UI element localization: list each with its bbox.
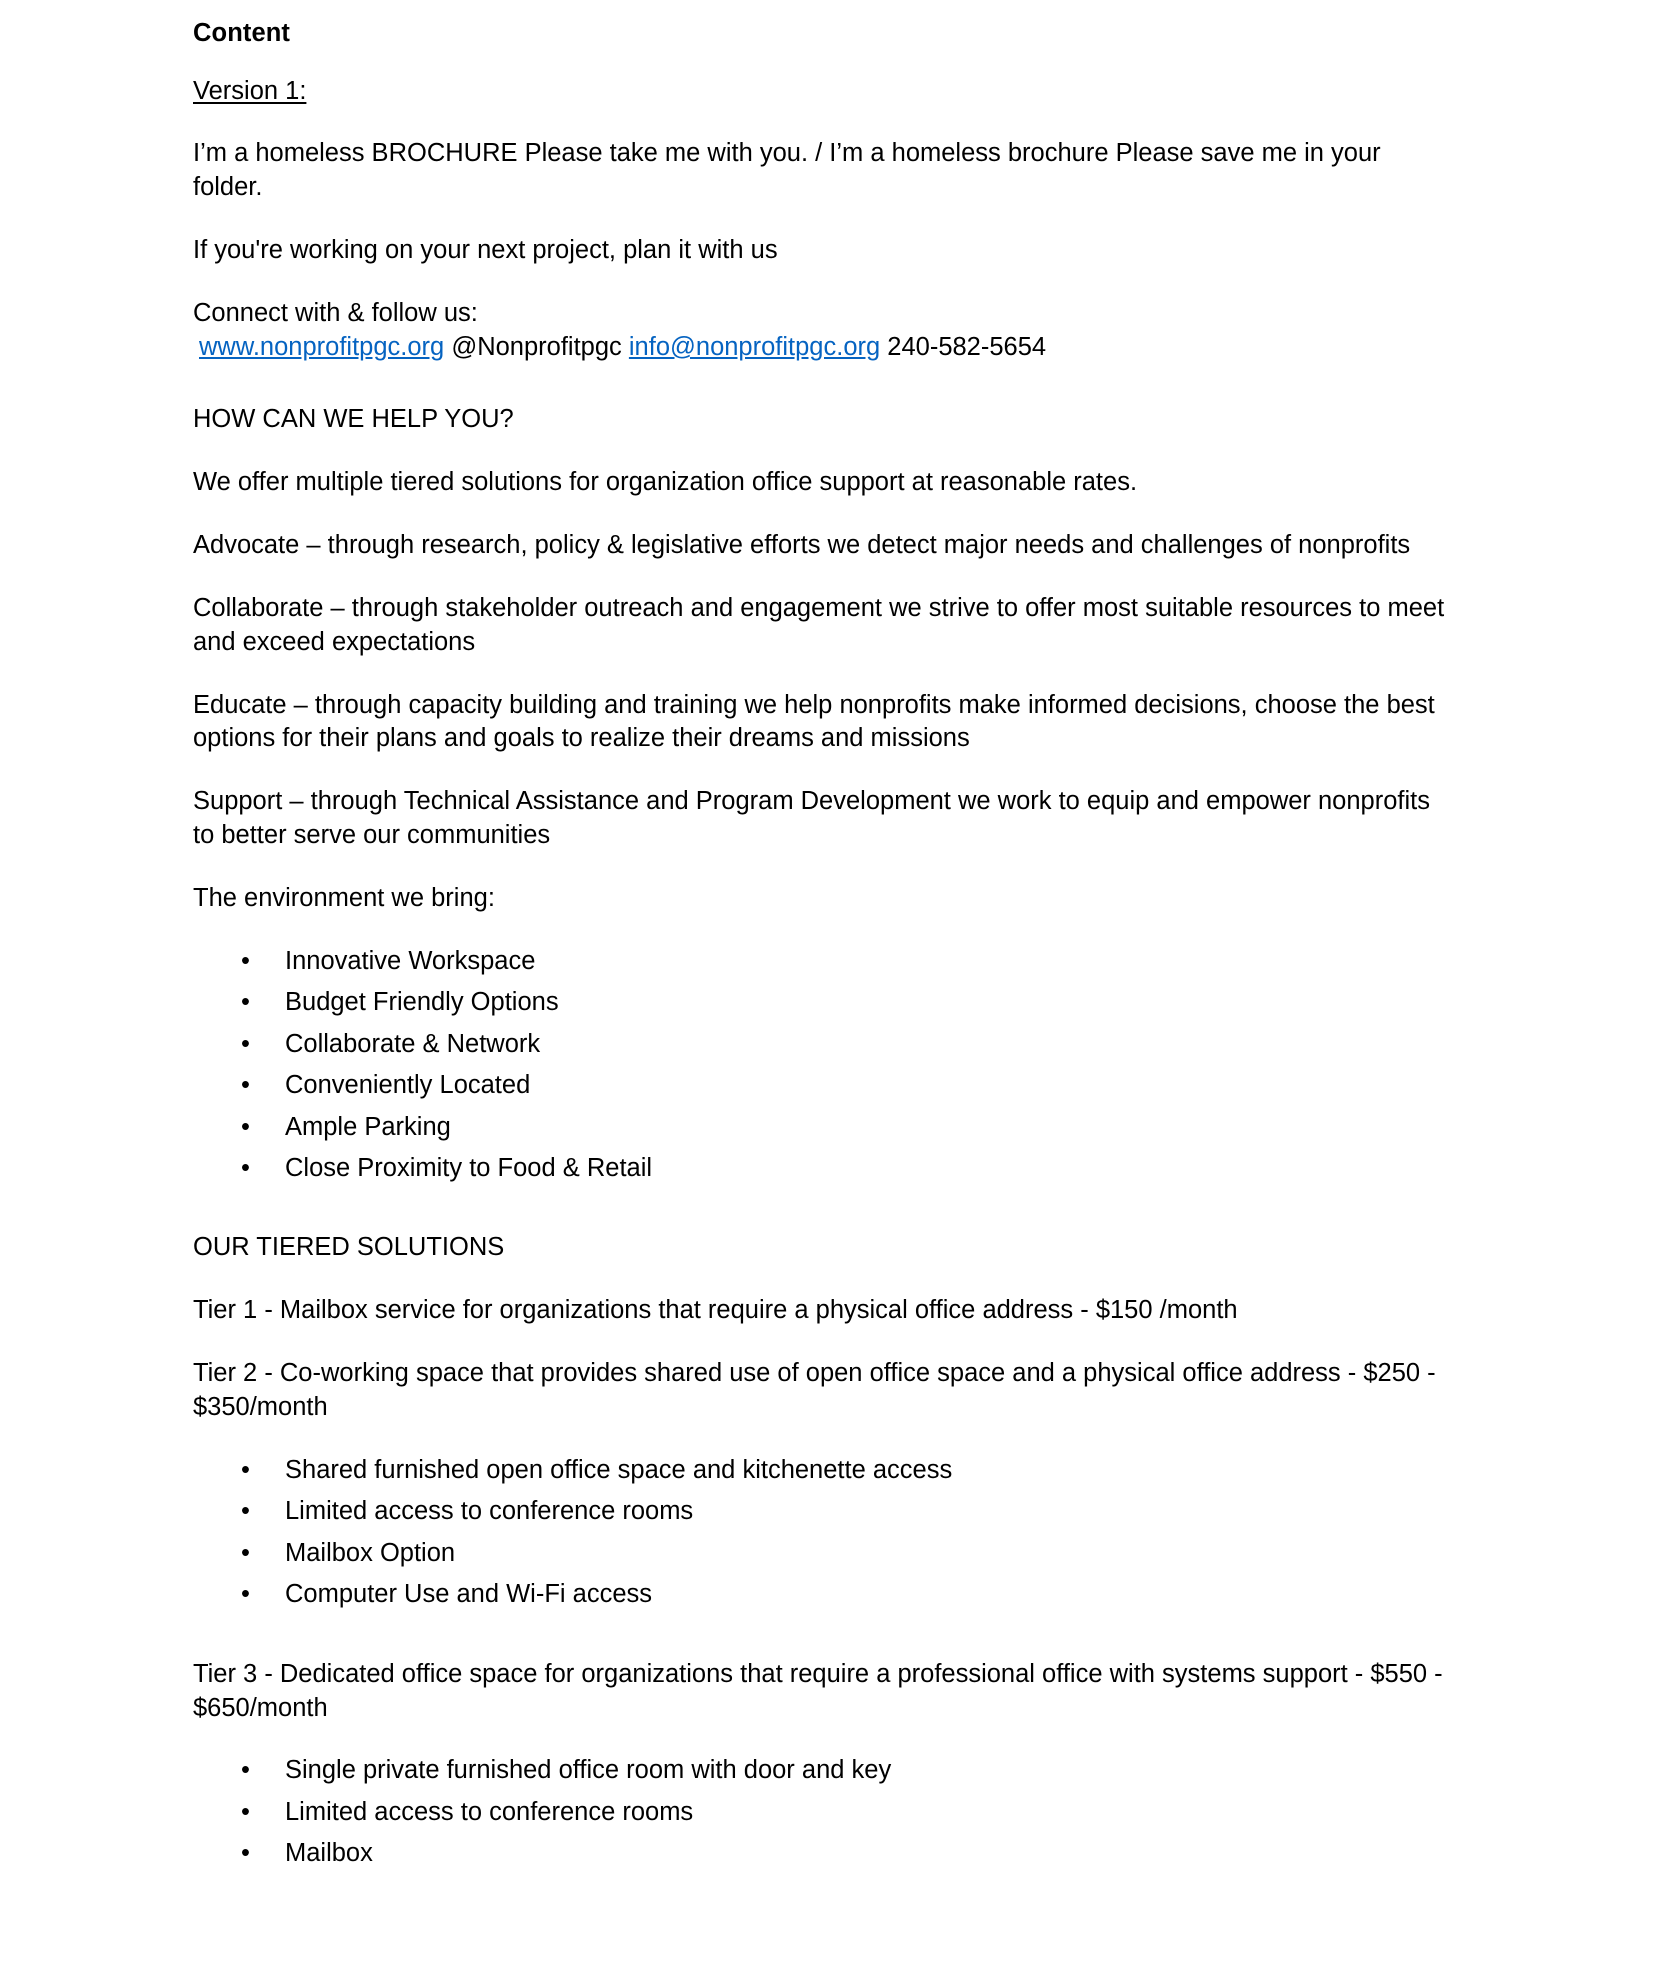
list-item-label: Conveniently Located: [285, 1071, 531, 1100]
list-item: [241, 1152, 1454, 1185]
list-item-label: Mailbox Option: [285, 1538, 456, 1567]
tier3-description: Tier 3 - Dedicated office space for organizations that require a professional office with systems support - $550 - $650/month: [193, 1659, 1443, 1722]
list-spacer: [193, 1213, 1454, 1231]
list-item: [241, 1537, 1454, 1570]
email-link[interactable]: info@nonprofitpgc.org: [628, 333, 881, 362]
tiers-heading: OUR TIERED SOLUTIONS: [193, 1233, 505, 1262]
list-item: [241, 1754, 1454, 1787]
social-handle: @Nonprofitpgc: [451, 333, 622, 362]
contact-heading: Connect with & follow us:: [193, 299, 478, 328]
list-item: [241, 945, 1454, 978]
tier2-description: Tier 2 - Co-working space that provides shared use of open office space and a physical office address - $250 - $350/month: [193, 1359, 1436, 1422]
list-item: [241, 986, 1454, 1019]
bullet-icon: •: [241, 988, 250, 1017]
list-item-label: Close Proximity to Food & Retail: [285, 1154, 653, 1183]
bullet-icon: •: [241, 1797, 250, 1826]
environment-list: [193, 945, 1454, 1185]
bullet-icon: •: [241, 1029, 250, 1058]
bullet-icon: •: [241, 1580, 250, 1609]
advocate-paragraph: Advocate – through research, policy & legislative efforts we detect major needs and challenges of nonprofits: [193, 530, 1411, 559]
bullet-icon: •: [241, 947, 250, 976]
phone-number: 240-582-5654: [887, 333, 1047, 362]
bullet-icon: •: [241, 1456, 250, 1485]
bullet-icon: •: [241, 1538, 250, 1567]
project-paragraph: If you're working on your next project, plan it with us: [193, 236, 778, 265]
list-item: [241, 1578, 1454, 1611]
bullet-icon: •: [241, 1154, 250, 1183]
tier1-description: Tier 1 - Mailbox service for organizations that require a physical office address - $150 /month: [193, 1296, 1238, 1325]
bullet-icon: •: [241, 1756, 250, 1785]
bullet-icon: •: [241, 1497, 250, 1526]
list-item-label: Limited access to conference rooms: [285, 1797, 694, 1826]
contact-block: [193, 297, 1454, 365]
list-item: [241, 1028, 1454, 1061]
list-item-label: Budget Friendly Options: [285, 988, 559, 1017]
help-heading: HOW CAN WE HELP YOU?: [193, 405, 514, 433]
contact-details-line: [193, 331, 1454, 365]
bullet-icon: •: [241, 1839, 250, 1868]
offer-paragraph: We offer multiple tiered solutions for organization office support at reasonable rates.: [193, 467, 1138, 496]
bullet-icon: •: [241, 1112, 250, 1141]
list-item-label: Single private furnished office room with door and key: [285, 1756, 892, 1785]
tier2-list: [193, 1454, 1454, 1612]
list-item: [241, 1495, 1454, 1528]
website-link[interactable]: www.nonprofitpgc.org: [199, 333, 445, 362]
version-label: [193, 76, 1454, 108]
support-paragraph: Support – through Technical Assistance and Program Development we work to equip and empower nonprofits to better serve our communities: [193, 787, 1430, 850]
list-item-label: Innovative Workspace: [285, 947, 536, 976]
educate-paragraph: Educate – through capacity building and training we help nonprofits make informed decisions, choose the best options for their plans and goals to realize their dreams and missions: [193, 690, 1435, 753]
bullet-icon: •: [241, 1071, 250, 1100]
list-item-label: Mailbox: [285, 1839, 373, 1868]
tagline-paragraph: I’m a homeless BROCHURE Please take me with you. / I’m a homeless brochure Please save me in your folder.: [193, 139, 1381, 202]
list-item-label: Ample Parking: [285, 1112, 451, 1141]
list-item-label: Computer Use and Wi-Fi access: [285, 1580, 653, 1609]
tier3-list: [193, 1754, 1454, 1870]
version-label-text: Version 1:: [193, 76, 307, 105]
page-title: Content: [193, 19, 291, 47]
list-item: [241, 1069, 1454, 1102]
environment-heading: The environment we bring:: [193, 884, 495, 913]
collaborate-paragraph: Collaborate – through stakeholder outreach and engagement we strive to offer most suitable resources to meet and exceed expectations: [193, 593, 1445, 656]
list-item: [241, 1796, 1454, 1829]
list-spacer: [193, 1640, 1454, 1658]
list-item: [241, 1837, 1454, 1870]
list-item-label: Shared furnished open office space and kitchenette access: [285, 1456, 953, 1485]
list-item: [241, 1454, 1454, 1487]
list-item-label: Collaborate & Network: [285, 1029, 541, 1058]
list-item-label: Limited access to conference rooms: [285, 1497, 694, 1526]
list-item: [241, 1111, 1454, 1144]
